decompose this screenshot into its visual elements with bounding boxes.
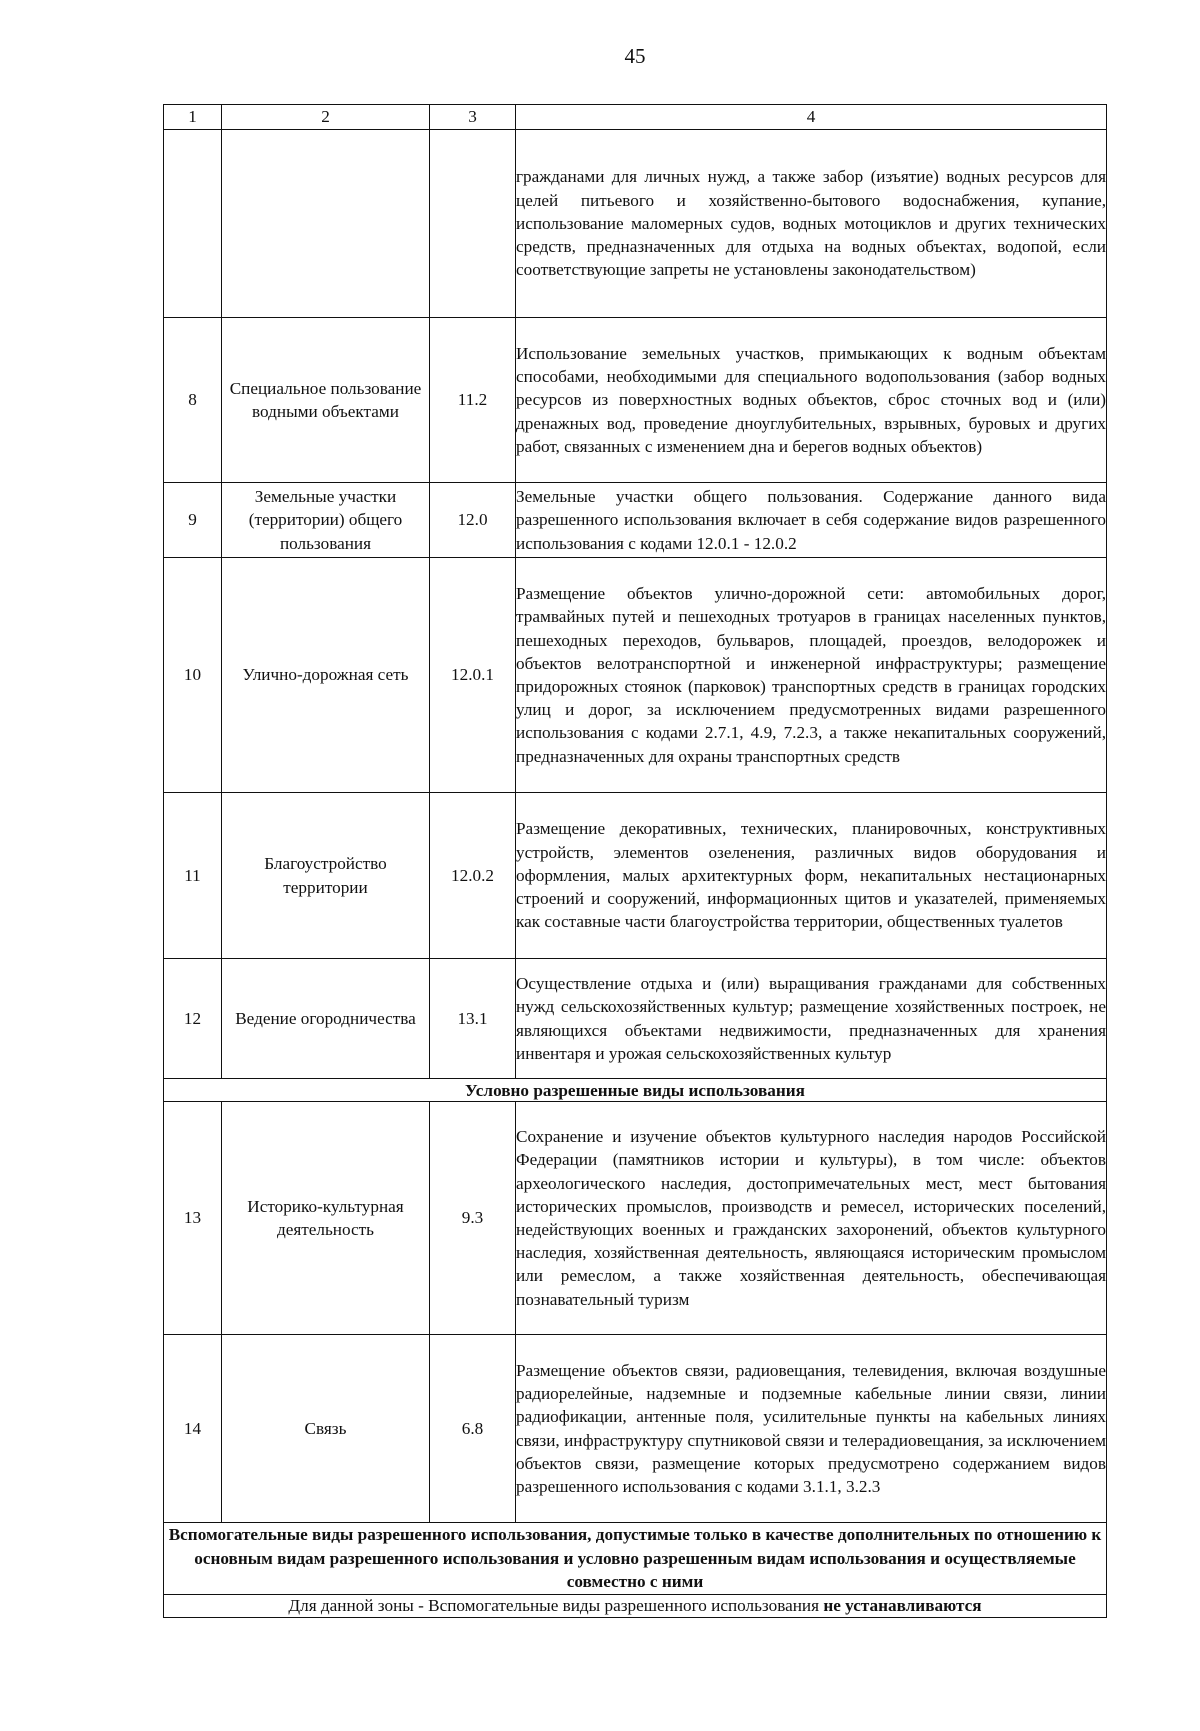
row-name: Земельные участки (территории) общего пользования	[222, 483, 430, 558]
row-number: 10	[164, 558, 222, 793]
note-text: Для данной зоны - Вспомогательные виды разрешенного использования	[288, 1596, 824, 1615]
row-name: Улично-дорожная сеть	[222, 558, 430, 793]
table-row	[164, 483, 1107, 558]
row-description: Размещение объектов связи, радиовещания, телевидения, включая воздушные радиорелейные, надземные и подземные кабельные линии связи, линии радиофикации, антенные поля, усилительные пункты на кабельных линиях связи, инфраструктуру спутниковой связи и телерадиовещания, за исключением объектов связи, размещение которых предусмотрено содержанием видов разрешенного использования с кодами 3.1.1, 3.2.3	[516, 1335, 1107, 1523]
row-number: 8	[164, 318, 222, 483]
row-name: Специальное пользование водными объектами	[222, 318, 430, 483]
row-code: 12.0.1	[430, 558, 516, 793]
row-code: 12.0	[430, 483, 516, 558]
table-row	[164, 130, 1107, 318]
row-description: Использование земельных участков, примыкающих к водным объектам способами, необходимыми для специального водопользования (забор водных ресурсов из поверхностных водных объектов, сброс сточных вод и (или) дренажных вод, проведение дноуглубительных, взрывных, буровых и других работ, связанных с изменением дна и берегов водных объектов)	[516, 318, 1107, 483]
row-description: Размещение декоративных, технических, планировочных, конструктивных устройств, элементов озеленения, различных видов оборудования и оформления, малых архитектурных форм, некапитальных нестационарных строений и сооружений, информационных щитов и указателей, применяемых как составные части благоустройства территории, общественных туалетов	[516, 793, 1107, 959]
header-col-3: 3	[430, 105, 516, 130]
row-code: 13.1	[430, 959, 516, 1079]
row-code: 12.0.2	[430, 793, 516, 959]
note-emphasis: не устанавливаются	[823, 1596, 982, 1615]
row-description: Сохранение и изучение объектов культурного наследия народов Российской Федерации (памятников истории и культуры), в том числе: объектов археологического наследия, достопримечательных мест, мест бытования исторических промыслов, производств и ремесел, исторических поселений, недействующих военных и гражданских захоронений, объектов культурного наследия, хозяйственная деятельность, являющаяся историческим промыслом или ремеслом, а также хозяйственная деятельность, обеспечивающая познавательный туризм	[516, 1102, 1107, 1335]
table-row	[164, 1335, 1107, 1523]
table-row	[164, 793, 1107, 959]
row-number: 9	[164, 483, 222, 558]
row-code: 9.3	[430, 1102, 516, 1335]
page-number: 45	[624, 44, 646, 68]
table-row	[164, 1102, 1107, 1335]
row-name: Благоустройство территории	[222, 793, 430, 959]
header-col-4: 4	[516, 105, 1107, 130]
row-name	[222, 130, 430, 318]
table-header-row	[164, 105, 1107, 130]
table-row	[164, 959, 1107, 1079]
header-col-1: 1	[164, 105, 222, 130]
table-row	[164, 318, 1107, 483]
row-description: гражданами для личных нужд, а также забор (изъятие) водных ресурсов для целей питьевого и хозяйственно-бытового водоснабжения, купание, использование маломерных судов, водных мотоциклов и других технических средств, предназначенных для отдыха на водных объектах, водопой, если соответствующие запреты не установлены законодательством)	[516, 130, 1107, 318]
section-row-conditional	[164, 1079, 1107, 1102]
row-number: 11	[164, 793, 222, 959]
row-code: 11.2	[430, 318, 516, 483]
row-code	[430, 130, 516, 318]
row-description: Осуществление отдыха и (или) выращивания гражданами для собственных нужд сельскохозяйственных культур; размещение хозяйственных построек, не являющихся объектами недвижимости, предназначенных для хранения инвентаря и урожая сельскохозяйственных культур	[516, 959, 1107, 1079]
note-row	[164, 1594, 1107, 1617]
row-name: Историко-культурная деятельность	[222, 1102, 430, 1335]
row-number	[164, 130, 222, 318]
note-cell	[164, 1594, 1107, 1617]
section-row-auxiliary	[164, 1523, 1107, 1595]
row-number: 13	[164, 1102, 222, 1335]
header-col-2: 2	[222, 105, 430, 130]
row-description: Размещение объектов улично-дорожной сети: автомобильных дорог, трамвайных путей и пешеходных тротуаров в границах населенных пунктов, пешеходных переходов, бульваров, площадей, проездов, велодорожек и объектов велотранспортной и инженерной инфраструктуры; размещение придорожных стоянок (парковок) транспортных средств в границах городских улиц и дорог, за исключением предусмотренных видами разрешенного использования с кодами 2.7.1, 4.9, 7.2.3, а также некапитальных сооружений, предназначенных для охраны транспортных средств	[516, 558, 1107, 793]
row-number: 12	[164, 959, 222, 1079]
land-use-table	[163, 104, 1107, 1618]
row-number: 14	[164, 1335, 222, 1523]
row-description: Земельные участки общего пользования. Содержание данного вида разрешенного использования включает в себя содержание видов разрешенного использования с кодами 12.0.1 - 12.0.2	[516, 483, 1107, 558]
section-title-auxiliary: Вспомогательные виды разрешенного использования, допустимые только в качестве дополнительных по отношению к основным видам разрешенного использования и условно разрешенным видам использования и осуществляемые совместно с ними	[164, 1523, 1107, 1595]
row-name: Ведение огородничества	[222, 959, 430, 1079]
row-name: Связь	[222, 1335, 430, 1523]
row-code: 6.8	[430, 1335, 516, 1523]
table-row	[164, 558, 1107, 793]
section-title-conditional: Условно разрешенные виды использования	[164, 1079, 1107, 1102]
